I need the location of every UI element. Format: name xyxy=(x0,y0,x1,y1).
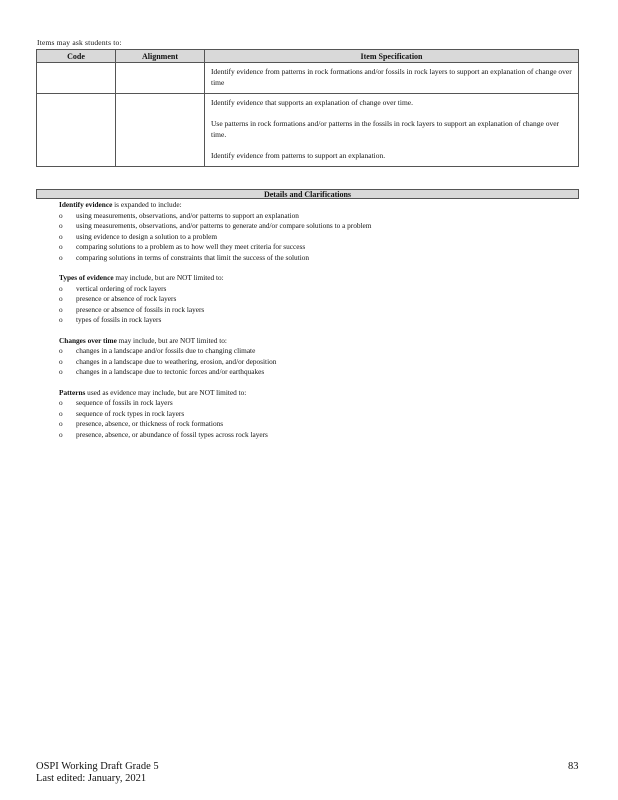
list-item: o presence or absence of rock layers xyxy=(59,294,177,303)
group-heading-bold: Changes over time xyxy=(59,335,117,345)
group-heading-bold: Types of evidence xyxy=(59,273,114,282)
list-item: o using evidence to design a solution to a problem xyxy=(59,231,218,241)
details-group xyxy=(44,336,574,378)
header-item-specification: Item Specification xyxy=(205,50,579,63)
list-item: o changes in a landscape and/or fossils due to changing climate xyxy=(59,346,256,355)
square-bullet-icon xyxy=(44,273,59,284)
list-item: o presence, absence, or thickness of rock formations xyxy=(59,419,224,428)
spec-cell xyxy=(205,94,579,167)
group-heading-text: may include, but are NOT limited to: xyxy=(115,273,224,282)
circle-bullet-icon: o xyxy=(59,346,63,355)
footer-info xyxy=(36,761,159,785)
circle-bullet-icon: o xyxy=(59,315,63,324)
circle-bullet-icon: o xyxy=(59,408,63,418)
header-code: Code xyxy=(37,50,116,63)
list-item: o comparing solutions in terms of constraints that limit the success of the solution xyxy=(59,252,310,262)
circle-bullet-icon: o xyxy=(59,367,63,376)
spec-text: Identify evidence from patterns in rock formations and/or fossils in rock layers to support an explanation of change over time xyxy=(211,67,572,87)
details-group xyxy=(44,200,574,263)
group-heading xyxy=(44,273,574,284)
circle-bullet-icon: o xyxy=(59,419,63,428)
circle-bullet-icon: o xyxy=(59,429,63,439)
list-item: o types of fossils in rock layers xyxy=(59,315,162,324)
list-item: o vertical ordering of rock layers xyxy=(59,283,167,293)
circle-bullet-icon: o xyxy=(59,398,63,407)
page-number: 83 xyxy=(568,761,579,772)
group-heading-text: may include, but are NOT limited to: xyxy=(118,335,227,345)
alignment-cell xyxy=(116,94,205,167)
circle-bullet-icon: o xyxy=(59,283,63,293)
circle-bullet-icon: o xyxy=(59,294,63,303)
group-heading xyxy=(44,336,574,347)
list-item: o presence, absence, or abundance of fossil types across rock layers xyxy=(59,429,268,439)
details-group xyxy=(44,273,574,326)
list-item: o using measurements, observations, and/or patterns to support an explanation xyxy=(59,210,299,220)
spec-text: Identify evidence that supports an explanation of change over time. xyxy=(211,98,414,107)
spec-text: Identify evidence from patterns to support an explanation. xyxy=(211,151,386,160)
square-bullet-icon xyxy=(44,200,59,211)
footer-draft-label: OSPI Working Draft Grade 5 xyxy=(36,761,159,772)
item-spec-table xyxy=(36,49,579,167)
group-heading-text: used as evidence may include, but are NOT limited to: xyxy=(87,387,247,397)
group-heading xyxy=(44,388,574,399)
list-item: o changes in a landscape due to weathering, erosion, and/or deposition xyxy=(59,356,277,366)
table-header-row xyxy=(37,50,579,63)
list-item: o using measurements, observations, and/or patterns to generate and/or compare solutions to a problem xyxy=(59,221,372,230)
group-heading-bold: Patterns xyxy=(59,387,86,397)
circle-bullet-icon: o xyxy=(59,356,63,366)
list-item: o sequence of fossils in rock layers xyxy=(59,398,173,407)
square-bullet-icon xyxy=(44,336,59,347)
circle-bullet-icon: o xyxy=(59,304,63,314)
alignment-cell xyxy=(116,63,205,94)
details-group xyxy=(44,388,574,441)
group-heading-text: is expanded to include: xyxy=(114,200,182,209)
group-heading-bold: Identify evidence xyxy=(59,200,113,209)
circle-bullet-icon: o xyxy=(59,252,63,262)
code-cell xyxy=(37,94,116,167)
circle-bullet-icon: o xyxy=(59,210,63,220)
list-item: o presence or absence of fossils in rock layers xyxy=(59,304,205,314)
table-row xyxy=(37,94,579,167)
details-list xyxy=(44,200,574,450)
header-alignment: Alignment xyxy=(116,50,205,63)
spec-cell xyxy=(205,63,579,94)
details-header: Details and Clarifications xyxy=(36,189,579,199)
list-item: o comparing solutions to a problem as to how well they meet criteria for success xyxy=(59,242,306,251)
circle-bullet-icon: o xyxy=(59,231,63,241)
square-bullet-icon xyxy=(44,388,59,399)
circle-bullet-icon: o xyxy=(59,221,63,230)
code-cell xyxy=(37,63,116,94)
circle-bullet-icon: o xyxy=(59,242,63,251)
list-item: o sequence of rock types in rock layers xyxy=(59,408,185,418)
group-heading xyxy=(44,200,574,211)
list-item: o changes in a landscape due to tectonic forces and/or earthquakes xyxy=(59,367,265,376)
footer-last-edited: Last edited: January, 2021 xyxy=(36,773,147,784)
table-row xyxy=(37,63,579,94)
spec-text: Use patterns in rock formations and/or patterns in the fossils in rock layers to support an explanation of change over time. xyxy=(211,119,560,139)
intro-text: Items may ask students to: xyxy=(37,38,122,47)
